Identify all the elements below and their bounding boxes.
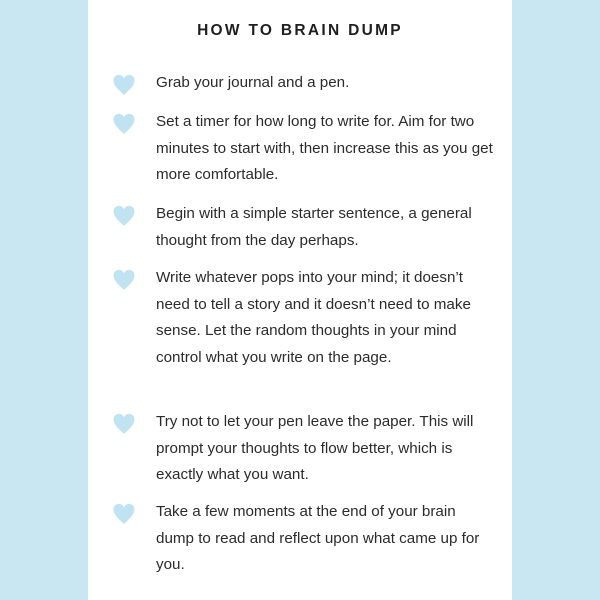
heart-icon (112, 268, 136, 292)
page-title: HOW TO BRAIN DUMP (197, 22, 403, 39)
list-item-text: Take a few moments at the end of your brain dump to read and reflect upon what came up for you. (156, 503, 480, 573)
list-item-text: Try not to let your pen leave the paper. This will prompt your thoughts to flow better, which is exactly what you want. (156, 413, 474, 483)
heart-icon (112, 412, 136, 436)
heart-icon (112, 204, 136, 228)
heart-icon (112, 73, 136, 97)
list-item-text: Write whatever pops into your mind; it doesn’t need to tell a story and it doesn’t need to make sense. Let the random thoughts in your mind control what you write on the page. (156, 269, 471, 366)
list-item-text: Set a timer for how long to write for. Aim for two minutes to start with, then increase this as you get more comfortable. (156, 113, 493, 183)
instruction-card (88, 0, 512, 600)
list-item-text: Begin with a simple starter sentence, a general thought from the day perhaps. (156, 205, 472, 249)
list-item-text: Grab your journal and a pen. (156, 74, 350, 91)
heart-icon (112, 502, 136, 526)
heart-icon (112, 112, 136, 136)
